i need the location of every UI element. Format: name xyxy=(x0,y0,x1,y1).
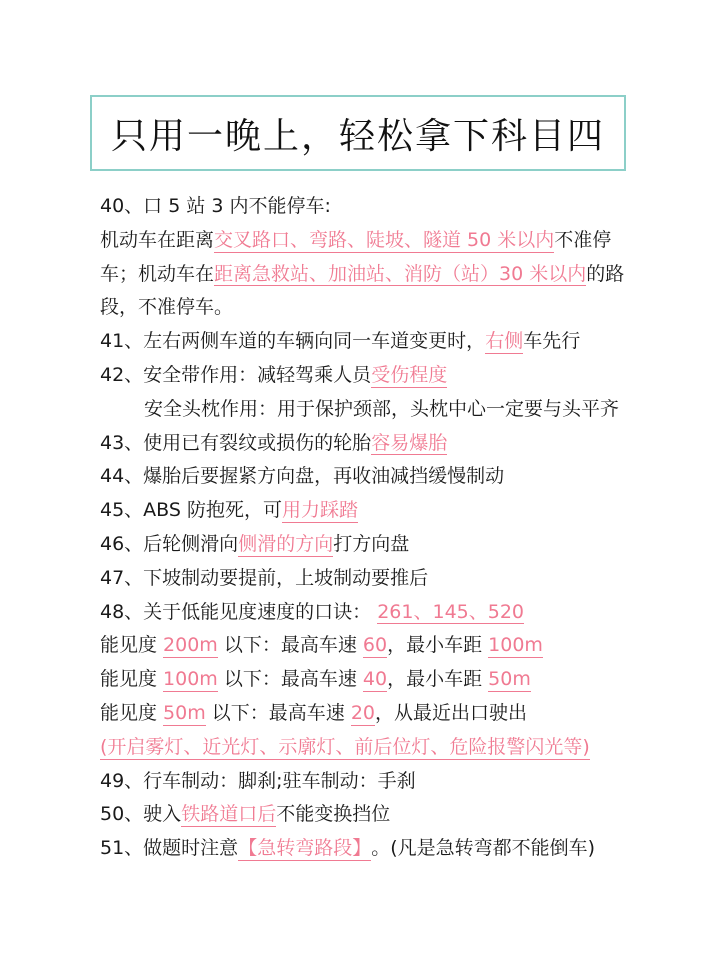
line-text: 50、驶入 xyxy=(100,803,182,826)
text-line xyxy=(100,393,640,427)
text-line xyxy=(100,596,640,630)
line-text: 43、使用已有裂纹或损伤的轮胎 xyxy=(100,431,372,454)
highlighted-text: 距离急救站、加油站、消防（站）30 米以内 xyxy=(214,262,587,285)
highlighted-text: 交叉路口、弯路、陡坡、隧道 50 米以内 xyxy=(214,228,555,251)
text-line xyxy=(100,629,640,663)
line-text: 车先行 xyxy=(523,330,581,353)
highlighted-text: 右侧 xyxy=(485,330,524,353)
line-text: ，最小车距 xyxy=(387,668,489,691)
text-line xyxy=(100,832,640,866)
line-text: 的路 xyxy=(586,262,625,285)
highlighted-text: 20 xyxy=(350,701,376,724)
line-text: 以下：最高车速 xyxy=(217,668,363,691)
line-text: 能见度 xyxy=(100,634,164,657)
line-text: 不能变换挡位 xyxy=(276,803,391,826)
highlighted-text: 60 xyxy=(362,634,388,657)
highlighted-text: (开启雾灯、近光灯、示廓灯、前后位灯、危险报警闪光等) xyxy=(100,735,590,758)
text-line xyxy=(100,460,640,494)
line-text: 车；机动车在 xyxy=(100,262,215,285)
line-text: 41、左右两侧车道的车辆向同一车道变更时， xyxy=(100,330,486,353)
text-line xyxy=(100,291,640,325)
line-text: 打方向盘 xyxy=(333,532,410,555)
text-line xyxy=(100,798,640,832)
line-text: 段，不准停车。 xyxy=(100,296,234,319)
text-line xyxy=(100,697,640,731)
highlighted-text: 200m xyxy=(163,634,218,657)
highlighted-text: 261、145、520 xyxy=(377,600,525,623)
highlighted-text: 100m xyxy=(488,634,543,657)
highlighted-text: 铁路道口后 xyxy=(181,803,277,826)
text-line xyxy=(100,765,640,799)
line-text: 49、行车制动：脚刹;驻车制动：手刹 xyxy=(100,769,416,792)
text-line xyxy=(100,325,640,359)
line-text: 能见度 xyxy=(100,668,164,691)
highlighted-text: 【急转弯路段】 xyxy=(238,837,372,860)
line-text: 不准停 xyxy=(554,228,612,251)
line-text: ，最小车距 xyxy=(387,634,489,657)
line-text: 44、爆胎后要握紧方向盘，再收油减挡缓慢制动 xyxy=(100,465,505,488)
content-body xyxy=(100,190,640,866)
line-text: 48、关于低能见度速度的口诀： xyxy=(100,600,378,623)
text-line xyxy=(100,427,640,461)
page-title: 只用一晚上，轻松拿下科目四 xyxy=(110,115,605,157)
text-line xyxy=(100,731,640,765)
line-text: 能见度 xyxy=(100,701,164,724)
text-line xyxy=(100,562,640,596)
line-text: 以下：最高车速 xyxy=(217,634,363,657)
line-text: 42、安全带作用：减轻驾乘人员 xyxy=(100,363,372,386)
highlighted-text: 容易爆胎 xyxy=(371,431,448,454)
title-box xyxy=(90,95,626,171)
highlighted-text: 受伤程度 xyxy=(371,363,448,386)
text-line xyxy=(100,258,640,292)
text-line xyxy=(100,494,640,528)
highlighted-text: 用力踩踏 xyxy=(281,499,358,522)
highlighted-text: 侧滑的方向 xyxy=(238,532,334,555)
line-text: 47、下坡制动要提前，上坡制动要推后 xyxy=(100,566,429,589)
line-text: 。(凡是急转弯都不能倒车) xyxy=(371,837,596,860)
text-line xyxy=(100,663,640,697)
highlighted-text: 40 xyxy=(362,668,388,691)
highlighted-text: 50m xyxy=(488,668,531,691)
line-text: ，从最近出口驶出 xyxy=(375,701,528,724)
line-text: 45、ABS 防抱死，可 xyxy=(100,499,282,522)
line-text: 40、口 5 站 3 内不能停车: xyxy=(100,195,331,217)
line-text: 安全头枕作用：用于保护颈部，头枕中心一定要与头平齐 xyxy=(144,397,620,420)
text-line xyxy=(100,190,640,224)
line-text: 以下：最高车速 xyxy=(205,701,351,724)
line-text: 机动车在距离 xyxy=(100,228,215,251)
line-text: 46、后轮侧滑向 xyxy=(100,532,239,555)
text-line xyxy=(100,528,640,562)
highlighted-text: 100m xyxy=(163,668,218,691)
highlighted-text: 50m xyxy=(163,701,206,724)
text-line xyxy=(100,359,640,393)
line-text: 51、做题时注意 xyxy=(100,837,239,860)
text-line xyxy=(100,224,640,258)
